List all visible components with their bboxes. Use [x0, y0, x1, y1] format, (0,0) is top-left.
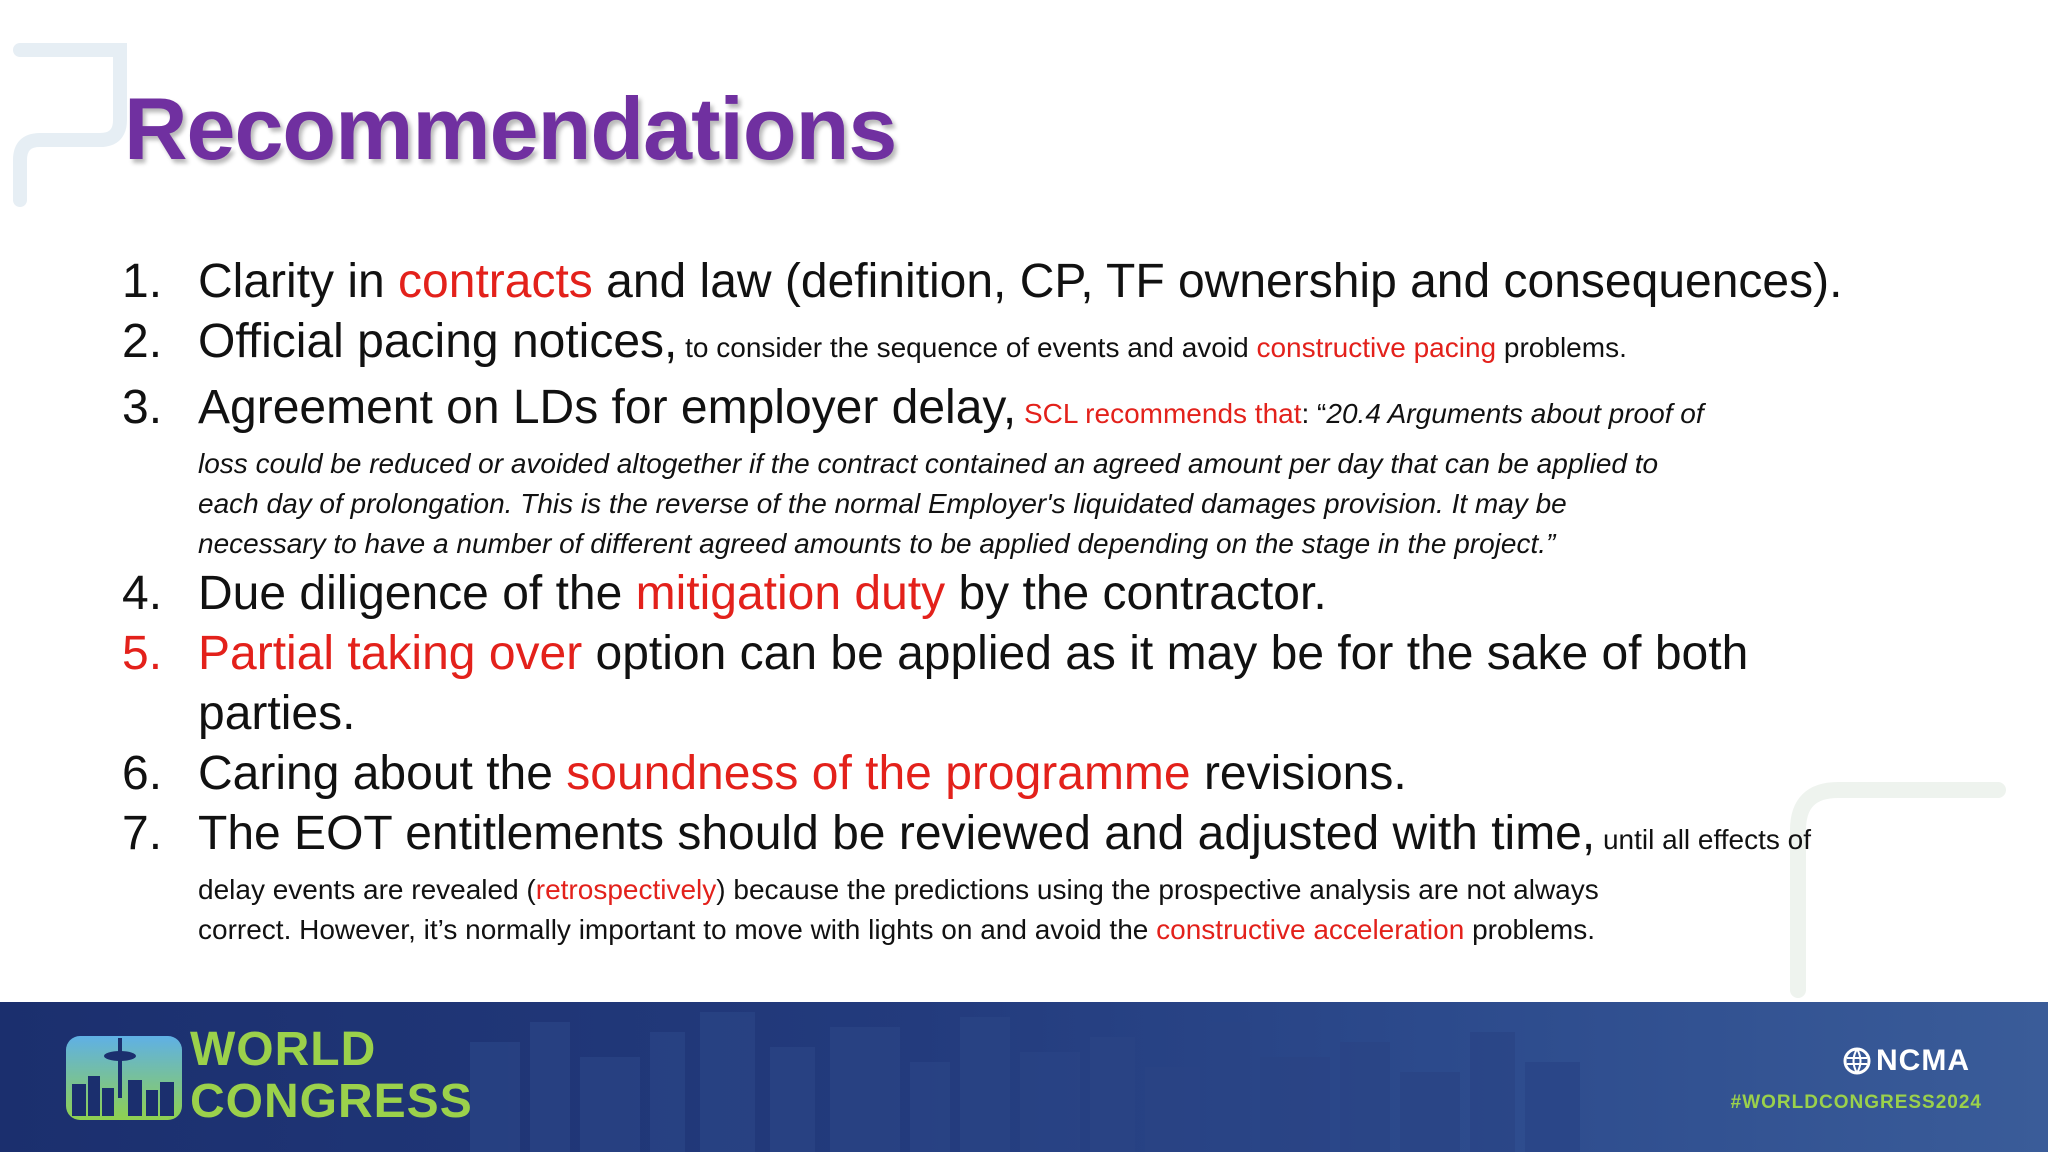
- item-note: until all effects of: [1595, 824, 1812, 855]
- recommendations-list: [122, 252, 2002, 950]
- item-text: [198, 804, 2002, 870]
- slide-title: Recommendations: [124, 79, 897, 178]
- item-segment: Caring about the: [198, 747, 567, 800]
- item-segment: correct. However, it’s normally important to move with lights on and avoid the: [198, 914, 1157, 945]
- list-item: [122, 252, 2002, 312]
- item-number: 2.: [122, 315, 163, 368]
- item-number: 4.: [122, 567, 163, 620]
- footer-banner: [0, 1002, 2048, 1152]
- scl-quote: 20.4 Arguments about proof of: [1326, 398, 1704, 429]
- highlight-text: soundness of the programme: [566, 747, 1191, 800]
- item-number: 5.: [122, 627, 163, 680]
- item-note: : “: [1301, 398, 1327, 429]
- list-item: [122, 804, 2002, 950]
- world-congress-logo-icon: [66, 1030, 182, 1126]
- world-congress-line-1: WORLD: [190, 1023, 377, 1076]
- highlight-text: Partial taking over: [198, 627, 583, 680]
- ncma-globe-icon: [1842, 1046, 1872, 1076]
- item-text: [198, 252, 2002, 312]
- item-segment: delay events are revealed (: [198, 874, 536, 905]
- item-note: problems.: [1496, 332, 1627, 363]
- highlight-text: contracts: [398, 255, 593, 308]
- item-segment: by the contractor.: [945, 567, 1327, 620]
- item-note-line: [198, 910, 2002, 950]
- highlight-text: mitigation duty: [635, 567, 946, 620]
- event-hashtag: #WORLDCONGRESS2024: [1730, 1092, 1982, 1113]
- world-congress-wordmark: [190, 1024, 473, 1128]
- item-text: [198, 624, 2002, 684]
- world-congress-line-2: CONGRESS: [190, 1075, 473, 1128]
- item-segment: Due diligence of the: [198, 567, 636, 620]
- item-segment: problems.: [1464, 914, 1596, 945]
- list-item: [122, 624, 2002, 744]
- list-item: [122, 312, 2002, 378]
- item-text: [198, 312, 2002, 378]
- decorative-corner-shape-top-left: [0, 30, 140, 210]
- item-text: [198, 378, 2002, 444]
- list-item: [122, 378, 2002, 564]
- ncma-logo: [1842, 1044, 1970, 1078]
- item-segment: Official pacing notices,: [198, 315, 678, 368]
- item-segment: The EOT entitlements should be reviewed and adjusted with time,: [198, 807, 1596, 860]
- item-number: 3.: [122, 381, 163, 434]
- item-segment: ) because the predictions using the prospective analysis are not always: [716, 874, 1599, 905]
- item-text-continued: parties.: [198, 687, 356, 740]
- item-segment: Agreement on LDs for employer delay,: [198, 381, 1017, 434]
- scl-quote-line: each day of prolongation. This is the reverse of the normal Employer's liquidated damages provision. It may be: [198, 488, 1567, 519]
- item-segment: revisions.: [1190, 747, 1407, 800]
- item-segment: and law (definition, CP, TF ownership and consequences).: [592, 255, 1843, 308]
- highlight-text: constructive pacing: [1256, 332, 1497, 363]
- item-segment: option can be applied as it may be for the sake of both: [582, 627, 1749, 680]
- ncma-label: NCMA: [1876, 1044, 1970, 1077]
- item-segment: Clarity in: [198, 255, 399, 308]
- item-note-line: [198, 870, 2002, 910]
- highlight-text: constructive acceleration: [1156, 914, 1465, 945]
- item-text: [198, 744, 2002, 804]
- scl-quote-line: necessary to have a number of different agreed amounts to be applied depending on the stage in the project.”: [198, 528, 1556, 559]
- list-item: [122, 564, 2002, 624]
- item-number: 1.: [122, 255, 163, 308]
- item-number: 6.: [122, 747, 163, 800]
- list-item: [122, 744, 2002, 804]
- item-number: 7.: [122, 807, 163, 860]
- item-text: [198, 564, 2002, 624]
- scl-quote-line: loss could be reduced or avoided altogether if the contract contained an agreed amount per day that can be applied to: [198, 448, 1659, 479]
- highlight-text: retrospectively: [535, 874, 717, 905]
- item-note: to consider the sequence of events and avoid: [677, 332, 1257, 363]
- highlight-text: SCL recommends that: [1016, 398, 1302, 429]
